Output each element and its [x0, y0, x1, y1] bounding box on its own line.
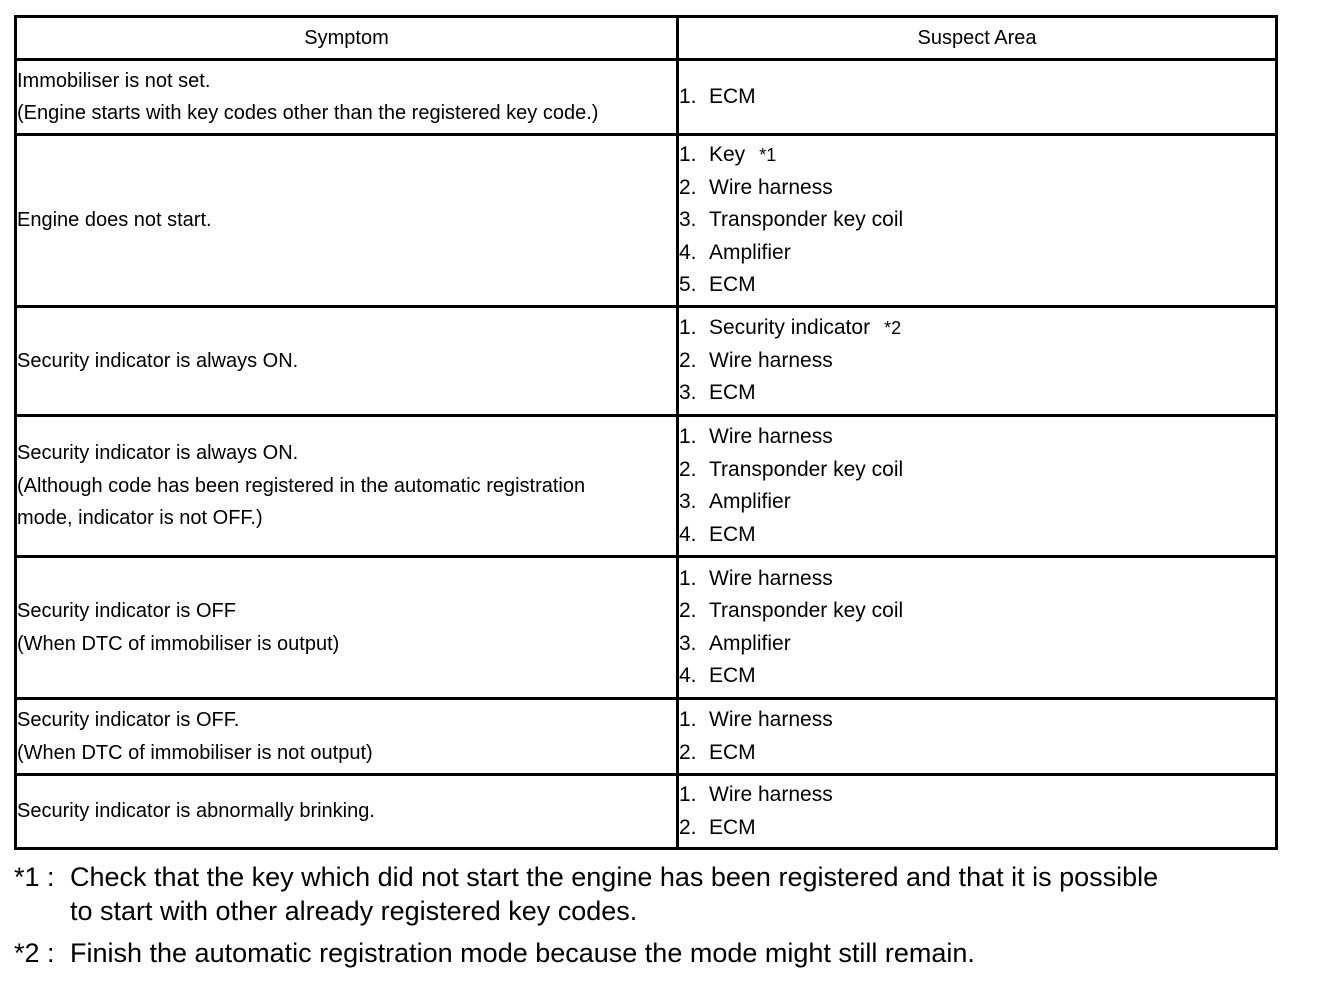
item-text: Wire harness [709, 566, 833, 590]
list-item [679, 345, 1275, 378]
suspect-area-cell [678, 699, 1277, 775]
symptom-line: Security indicator is abnormally brinking. [17, 800, 375, 823]
list-item [679, 628, 1275, 661]
suspect-area-cell [678, 557, 1277, 699]
item-number: 2. [679, 457, 697, 481]
item-number: 2. [679, 348, 697, 372]
symptom-cell [16, 699, 678, 775]
list-item [679, 377, 1275, 410]
symptom-line: Engine does not start. [17, 209, 212, 232]
item-number: 1. [679, 316, 697, 340]
item-number: 3. [679, 631, 697, 655]
list-item [679, 660, 1275, 693]
suspect-area-cell [678, 307, 1277, 416]
footnote-1-text-line1: Check that the key which did not start the engine has been registered and that it is possible [70, 862, 1159, 892]
symptom-line: (When DTC of immobiliser is not output) [17, 741, 373, 764]
list-item [679, 204, 1275, 237]
symptom-cell [16, 135, 678, 307]
symptom-line: Security indicator is OFF [17, 600, 236, 622]
symptom-cell [16, 557, 678, 699]
item-text: ECM [709, 273, 756, 297]
item-number: 5. [679, 273, 697, 297]
item-number: 4. [679, 664, 697, 687]
item-number: 1. [679, 143, 697, 167]
item-number: 2. [679, 740, 697, 764]
table-row [16, 557, 1277, 699]
symptom-line: (When DTC of immobiliser is output) [17, 632, 340, 655]
footnote-ref: *2 [884, 318, 902, 339]
suspect-area-list [679, 81, 1275, 114]
item-text: Wire harness [709, 708, 833, 731]
list-item [679, 81, 1275, 114]
item-number: 2. [679, 599, 697, 622]
item-text: ECM [709, 815, 756, 839]
item-text: Wire harness [709, 783, 833, 806]
suspect-area-list [679, 312, 1275, 410]
list-item [679, 421, 1275, 454]
item-number: 1. [679, 783, 697, 806]
list-item [679, 172, 1275, 205]
table-row [16, 775, 1277, 849]
suspect-area-list [679, 139, 1275, 302]
symptom-cell [16, 60, 678, 135]
item-number: 1. [679, 566, 697, 590]
item-text: Transponder key coil [709, 599, 904, 622]
list-item [679, 812, 1275, 845]
item-text: Amplifier [709, 240, 791, 264]
list-item [679, 312, 1275, 345]
footnote-1 [14, 860, 1314, 928]
table-row [16, 416, 1277, 557]
suspect-area-cell [678, 60, 1277, 135]
item-text: Wire harness [709, 175, 833, 199]
item-number: 1. [679, 84, 697, 108]
list-item [679, 779, 1275, 812]
symptom-line: Immobiliser is not set. [17, 69, 211, 92]
item-text: ECM [709, 381, 756, 405]
item-number: 4. [679, 240, 697, 264]
header-row [16, 17, 1277, 60]
list-item [679, 139, 1275, 172]
symptom-header: Symptom [16, 17, 678, 60]
suspect-area-list [679, 421, 1275, 551]
item-number: 2. [679, 815, 697, 839]
suspect-area-cell [678, 135, 1277, 307]
item-text: Transponder key coil [709, 208, 904, 232]
footnote-2 [14, 936, 1314, 970]
item-number: 3. [679, 490, 697, 513]
item-text: Key [709, 143, 746, 167]
symptom-line: (Engine starts with key codes other than the registered key code.) [17, 102, 599, 124]
symptom-line: mode, indicator is not OFF.) [17, 507, 263, 530]
list-item [679, 563, 1275, 596]
list-item [679, 269, 1275, 302]
table-row [16, 699, 1277, 775]
footnotes [14, 860, 1314, 970]
suspect-area-cell [678, 416, 1277, 557]
symptom-line: Security indicator is OFF. [17, 709, 240, 731]
item-text: Wire harness [709, 425, 833, 448]
item-text: Security indicator [709, 316, 871, 340]
symptom-cell [16, 307, 678, 416]
symptom-line: Security indicator is always ON. [17, 349, 299, 372]
list-item [679, 595, 1275, 628]
footnote-2-mark: *2 : [14, 938, 55, 968]
item-number: 3. [679, 208, 697, 232]
suspect-area-list [679, 704, 1275, 769]
list-item [679, 737, 1275, 770]
item-number: 1. [679, 708, 697, 731]
footnote-2-text: Finish the automatic registration mode because the mode might still remain. [70, 938, 975, 968]
item-text: Amplifier [709, 490, 791, 513]
suspect-area-list [679, 779, 1275, 844]
item-text: ECM [709, 84, 756, 108]
item-text: Wire harness [709, 348, 833, 372]
item-text: ECM [709, 522, 756, 546]
list-item [679, 486, 1275, 519]
item-number: 4. [679, 522, 697, 546]
suspect-area-list [679, 563, 1275, 693]
item-text: Amplifier [709, 631, 791, 655]
symptom-cell [16, 775, 678, 849]
list-item [679, 237, 1275, 270]
table-body [16, 60, 1277, 849]
list-item [679, 454, 1275, 487]
item-number: 3. [679, 381, 697, 405]
footnote-ref: *1 [759, 145, 777, 166]
suspect-area-cell [678, 775, 1277, 849]
symptom-line: (Although code has been registered in the automatic registration [17, 474, 586, 497]
symptom-line: Security indicator is always ON. [17, 442, 299, 465]
item-text: Transponder key coil [709, 457, 904, 481]
item-text: ECM [709, 740, 756, 764]
suspect-area-header: Suspect Area [678, 17, 1277, 60]
table-row [16, 135, 1277, 307]
symptom-cell [16, 416, 678, 557]
footnote-1-text-line2: to start with other already registered key codes. [70, 896, 638, 926]
list-item [679, 704, 1275, 737]
item-number: 2. [679, 175, 697, 199]
troubleshooting-table [14, 15, 1278, 850]
item-text: ECM [709, 664, 756, 687]
table-row [16, 60, 1277, 135]
table-row [16, 307, 1277, 416]
list-item [679, 519, 1275, 552]
item-number: 1. [679, 425, 697, 448]
footnote-1-mark: *1 : [14, 862, 55, 892]
